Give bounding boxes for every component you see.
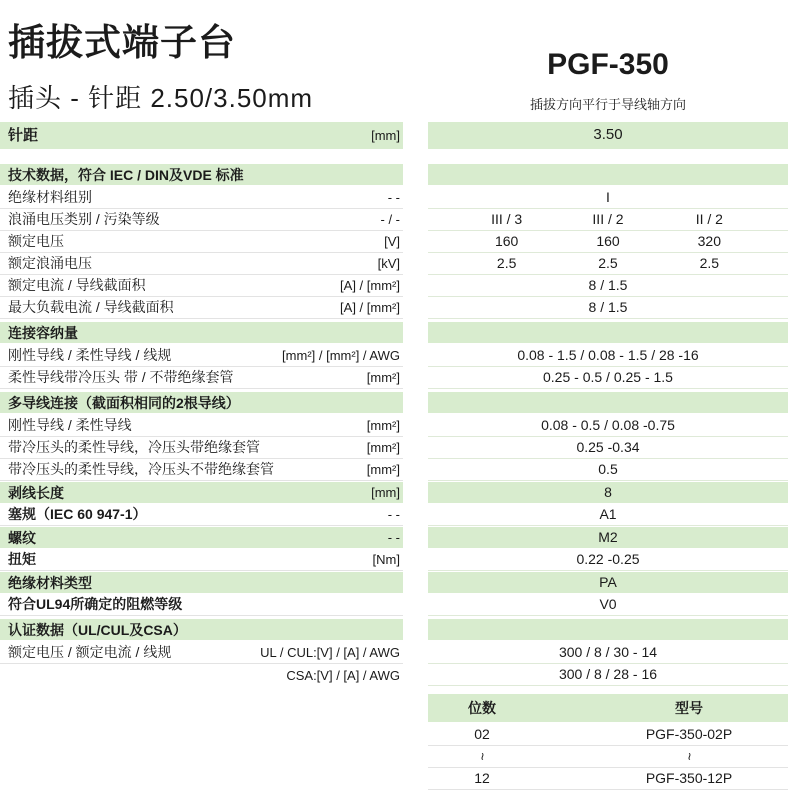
spec-unit: - / -	[380, 212, 400, 227]
spec-row	[0, 297, 800, 319]
positions-value	[428, 746, 536, 767]
spec-value: I	[428, 187, 788, 209]
header-left	[8, 12, 313, 115]
model-table	[428, 694, 788, 790]
spec-value: 2.5	[496, 255, 517, 271]
spec-row	[0, 345, 800, 367]
spec-label: 额定电压 / 额定电流 / 线规	[8, 644, 172, 660]
spec-label: 浪涌电压类别 / 污染等级	[8, 211, 160, 227]
spec-unit: [A] / [mm²]	[340, 278, 400, 293]
part-number-value: PGF-350-02P	[645, 726, 733, 742]
spec-row	[0, 664, 800, 686]
positions-value: 12	[474, 770, 490, 786]
spec-row	[0, 549, 800, 571]
range-tilde: ~	[474, 752, 491, 761]
spec-value: 8 / 1.5	[428, 297, 788, 319]
spec-label: 剥线长度	[8, 484, 64, 501]
spec-unit: - -	[387, 507, 400, 522]
spec-unit: [kV]	[377, 256, 400, 271]
spec-label: 绝缘材料类型	[8, 574, 92, 591]
spec-label: 绝缘材料组别	[8, 189, 92, 205]
spec-row-highlight	[0, 527, 800, 548]
spec-value: M2	[428, 527, 788, 548]
spec-value: 320	[697, 233, 721, 249]
part-number-column-header: 型号	[675, 700, 703, 716]
section-header-row	[0, 619, 800, 640]
spec-values	[428, 253, 788, 275]
spec-unit: [mm]	[371, 484, 400, 500]
part-number-value	[590, 746, 788, 767]
spec-row	[0, 275, 800, 297]
spec-row	[0, 594, 800, 616]
spec-unit: [Nm]	[372, 552, 400, 567]
page-subtitle: 插头 - 针距 2.50/3.50mm	[8, 83, 314, 113]
spec-value: 2.5	[598, 255, 618, 271]
positions-value: 02	[474, 726, 490, 742]
spec-label: 螺纹	[8, 529, 36, 546]
spec-label: 带冷压头的柔性导线，冷压头带绝缘套管	[8, 439, 260, 455]
spec-row-highlight	[0, 572, 800, 593]
spec-row	[0, 415, 800, 437]
section-title: 连接容纳量	[8, 324, 78, 341]
spec-value: 0.22 -0.25	[428, 549, 788, 571]
model-row	[428, 768, 788, 790]
spec-label: 扭矩	[8, 551, 36, 567]
spec-unit: [mm²]	[366, 418, 400, 433]
model-row	[428, 746, 788, 768]
spec-unit: [mm²]	[366, 462, 400, 477]
model-number: PGF-350	[547, 48, 669, 81]
spec-label: 刚性导线 / 柔性导线	[8, 417, 132, 433]
spec-value: 160	[596, 233, 620, 249]
spec-value: II / 2	[695, 211, 723, 227]
spec-values	[428, 209, 788, 231]
section-title: 多导线连接（截面积相同的2根导线）	[8, 394, 240, 411]
spec-value: 0.25 - 0.5 / 0.25 - 1.5	[428, 367, 788, 389]
spec-values	[428, 231, 788, 253]
spec-row-highlight	[0, 482, 800, 503]
spec-value: V0	[428, 594, 788, 616]
spec-unit: [V]	[384, 234, 400, 249]
spec-row	[0, 642, 800, 664]
spec-value: 160	[494, 233, 519, 249]
spec-unit: [mm²]	[366, 440, 400, 455]
spec-unit: [A] / [mm²]	[340, 300, 400, 315]
spec-row	[0, 187, 800, 209]
pitch-row	[0, 122, 800, 149]
model-table-header	[428, 694, 788, 722]
spec-value: III / 2	[592, 211, 624, 227]
spec-value: A1	[428, 504, 788, 526]
spec-value: 8	[428, 482, 788, 503]
spec-value: 300 / 8 / 30 - 14	[428, 642, 788, 664]
range-tilde: ~	[681, 752, 698, 761]
spec-label: 额定浪涌电压	[8, 255, 92, 271]
spec-label: 塞规（IEC 60 947-1）	[8, 506, 147, 522]
spec-value: 0.08 - 0.5 / 0.08 -0.75	[428, 415, 788, 437]
spec-value: 8 / 1.5	[428, 275, 788, 297]
section-header-row	[0, 164, 800, 185]
model-row	[428, 724, 788, 746]
spec-label: 额定电压	[8, 233, 64, 249]
spec-label: 最大负载电流 / 导线截面积	[8, 299, 174, 315]
spec-row	[0, 231, 800, 253]
spec-value: 0.08 - 1.5 / 0.08 - 1.5 / 28 -16	[428, 345, 788, 367]
spec-unit: - -	[387, 190, 400, 205]
spec-unit: UL / CUL:[V] / [A] / AWG	[260, 645, 400, 660]
spec-row	[0, 437, 800, 459]
header-right	[428, 48, 788, 113]
page-header	[0, 10, 800, 122]
positions-column-header: 位数	[468, 700, 496, 716]
spec-label: 带冷压头的柔性导线，冷压头不带绝缘套管	[8, 461, 274, 477]
spec-unit: [mm²] / [mm²] / AWG	[282, 348, 400, 363]
spec-unit: CSA:[V] / [A] / AWG	[286, 667, 400, 683]
spec-row	[0, 209, 800, 231]
spec-value: III / 3	[491, 211, 523, 227]
spec-value: 0.5	[428, 459, 788, 481]
spec-label: 刚性导线 / 柔性导线 / 线规	[8, 347, 172, 363]
page-title: 插拔式端子台	[8, 22, 236, 63]
spec-row	[0, 459, 800, 481]
pitch-label-cell	[0, 122, 403, 149]
section-title: 技术数据，符合 IEC / DIN及VDE 标准	[8, 166, 244, 183]
spec-table	[0, 122, 800, 686]
spec-unit: - -	[387, 529, 400, 545]
section-title: 认证数据（UL/CUL及CSA）	[8, 621, 187, 638]
spec-label: 柔性导线带冷压头 带 / 不带绝缘套管	[8, 369, 234, 385]
spec-value: 3.50	[428, 122, 788, 149]
spec-label: 额定电流 / 导线截面积	[8, 277, 146, 293]
model-note: 插拔方向平行于导线轴方向	[529, 97, 686, 112]
spec-label: 符合UL94所确定的阻燃等级	[8, 596, 183, 612]
spec-value: 2.5	[699, 255, 720, 271]
spec-label: 针距	[8, 126, 39, 144]
spec-unit: [mm]	[371, 127, 400, 143]
spec-value: 0.25 -0.34	[428, 437, 788, 459]
spec-value: PA	[428, 572, 788, 593]
spec-row	[0, 504, 800, 526]
spec-value: 300 / 8 / 28 - 16	[428, 664, 788, 686]
spec-row	[0, 253, 800, 275]
section-header-row	[0, 392, 800, 413]
spec-unit: [mm²]	[366, 370, 400, 385]
spec-row	[0, 367, 800, 389]
section-header-row	[0, 322, 800, 343]
part-number-value: PGF-350-12P	[645, 770, 733, 786]
